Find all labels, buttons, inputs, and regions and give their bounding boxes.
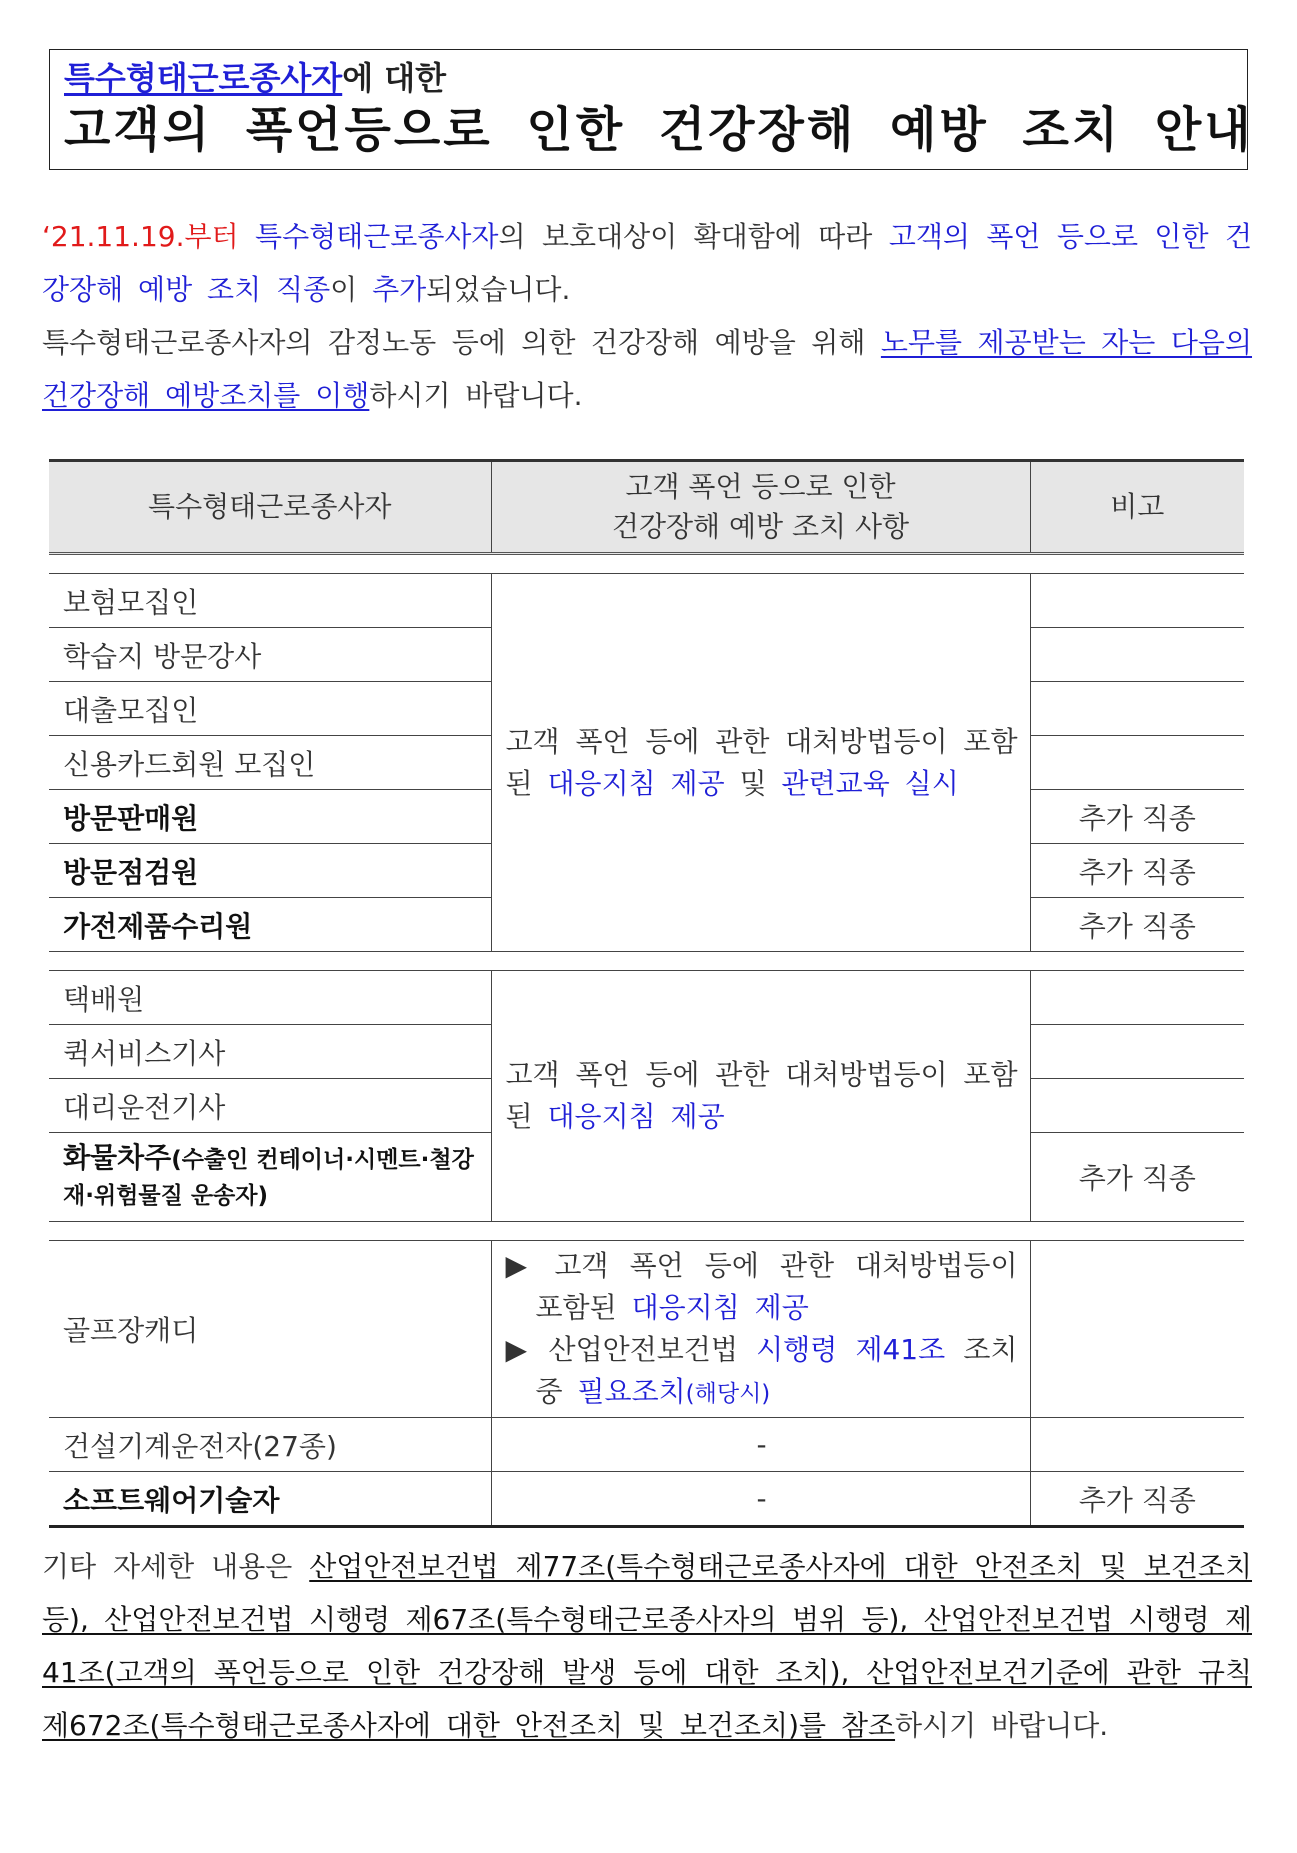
measure-highlight: 대응지침 제공: [547, 766, 725, 800]
title-subtitle-rest: 에 대한: [342, 59, 447, 97]
measure-highlight: 필요조치: [577, 1375, 686, 1408]
page-title: 고객의 폭언등으로 인한 건강장해 예방 조치 안내: [64, 102, 1254, 158]
footer-references: 산업안전보건법 제77조(특수형태근로종사자에 대한 안전조치 및 보건조치 등), 산업안전보건법 시행령 제67조(특수형태근로종사자의 범위 등), 산업안전보건법 시행령 제41조(고객의 폭언등으로 인한 건강장해 발생 등에 대한 조치), 산업안전보건기준에 관한 규칙 제672조(특수형태근로종사자에 대한 안전조치 및 보건조치)를 참조: [42, 1550, 1253, 1742]
worker-cell: 퀵서비스기사: [49, 1025, 491, 1079]
note-cell: [1030, 682, 1244, 736]
worker-detail: (수출인 컨테이너·시멘트·철강재·위험물질 운송자): [63, 1147, 474, 1209]
measure-highlight: 시행령 제41조: [756, 1333, 946, 1366]
note-cell: 추가 직종: [1030, 844, 1244, 898]
worker-cell: 방문판매원: [49, 790, 491, 844]
header-measures-line2: 건강장해 예방 조치 사항: [611, 510, 910, 543]
intro-text-1: 의 보호대상이 확대함에 따라: [498, 220, 873, 253]
table-row: [49, 1241, 1244, 1418]
measure-cell-golf: [491, 1241, 1030, 1418]
note-cell: [1030, 1241, 1244, 1418]
header-workers: 특수형태근로종사자: [49, 461, 491, 554]
measure-highlight: 대응지침 제공: [547, 1100, 725, 1133]
title-subtitle: [64, 56, 1233, 100]
table-row: [49, 1472, 1244, 1527]
note-cell: 추가 직종: [1030, 1472, 1244, 1527]
note-cell: [1030, 628, 1244, 682]
footer-text-2: 하시기 바랍니다.: [895, 1709, 1109, 1742]
worker-cell: 가전제품수리원: [49, 898, 491, 952]
worker-cell: 택배원: [49, 971, 491, 1025]
measure-cell-group1: [491, 574, 1030, 952]
measure-bullet-1: [506, 1245, 1018, 1329]
measure-cell: -: [491, 1472, 1030, 1527]
measure-text: 조치 중: [535, 1333, 1018, 1408]
worker-cell: 신용카드회원 모집인: [49, 736, 491, 790]
effective-date: ‘21.11.19.부터: [42, 220, 239, 253]
worker-cell: 대리운전기사: [49, 1079, 491, 1133]
measure-cell-group2: [491, 971, 1030, 1222]
worker-cell: 학습지 방문강사: [49, 628, 491, 682]
measures-table: [49, 459, 1244, 1528]
worker-cell: 골프장캐디: [49, 1241, 491, 1418]
intro-added: 추가: [372, 273, 427, 306]
footer-paragraph: [42, 1540, 1252, 1752]
worker-cell: 건설기계운전자(27종): [49, 1418, 491, 1472]
intro-text-4: 특수형태근로종사자의 감정노동 등에 의한 건강장해 예방을 위해: [42, 326, 866, 359]
note-cell: [1030, 1079, 1244, 1133]
note-cell: [1030, 736, 1244, 790]
measure-text: 산업안전보건법: [548, 1333, 738, 1366]
table-header-row: [49, 461, 1244, 554]
worker-cell: 방문점검원: [49, 844, 491, 898]
measure-text: 고객 폭언 등에 관한 대처방법등이 포함된: [535, 1249, 1018, 1324]
measure-text: 고객 폭언 등에 관한 대처방법등이 포함된: [505, 724, 1018, 800]
worker-cell: 소프트웨어기술자: [49, 1472, 491, 1527]
title-subtitle-highlight: 특수형태근로종사자: [64, 59, 343, 97]
worker-name: 화물차주: [63, 1141, 172, 1174]
bullet-marker: ▶: [505, 1249, 534, 1282]
measure-cell: -: [491, 1418, 1030, 1472]
note-cell: [1030, 971, 1244, 1025]
worker-cell: 대출모집인: [49, 682, 491, 736]
intro-measure: 고객의 폭언 등으로 인한 건강장해 예방 조치 직종: [42, 220, 1253, 306]
title-box: [49, 49, 1254, 170]
measure-bullet-2: [506, 1329, 1018, 1415]
note-cell: [1030, 574, 1244, 628]
table-row: [49, 1418, 1244, 1472]
measure-highlight: 관련교육 실시: [781, 766, 959, 800]
note-cell: 추가 직종: [1030, 898, 1244, 952]
header-note: 비고: [1030, 461, 1244, 554]
worker-cell: 보험모집인: [49, 574, 491, 628]
intro-text-2: 이: [330, 273, 358, 306]
header-measures: [491, 461, 1030, 554]
measure-highlight-note: (해당시): [685, 1381, 771, 1407]
intro-obligation: 노무를 제공받는 자는 다음의 건강장해 예방조치를 이행: [42, 326, 1253, 412]
measure-text: 및: [739, 766, 767, 800]
footer-text-1: 기타 자세한 내용은: [42, 1550, 293, 1583]
note-cell: 추가 직종: [1030, 790, 1244, 844]
intro-paragraph: [42, 210, 1252, 422]
bullet-marker: ▶: [505, 1333, 531, 1366]
intro-text-3: 되었습니다.: [426, 273, 571, 306]
table-row: [49, 574, 1244, 628]
measure-highlight: 대응지침 제공: [631, 1291, 809, 1324]
note-cell: [1030, 1025, 1244, 1079]
header-measures-line1: 고객 폭언 등으로 인한: [625, 470, 896, 503]
table-row: [49, 971, 1244, 1025]
intro-workers: 특수형태근로종사자: [255, 220, 499, 253]
note-cell: [1030, 1418, 1244, 1472]
note-cell: 추가 직종: [1030, 1133, 1244, 1222]
intro-text-5: 하시기 바랍니다.: [369, 379, 583, 412]
worker-cell: [49, 1133, 491, 1222]
measure-text: 고객 폭언 등에 관한 대처방법등이 포함된: [505, 1058, 1018, 1133]
